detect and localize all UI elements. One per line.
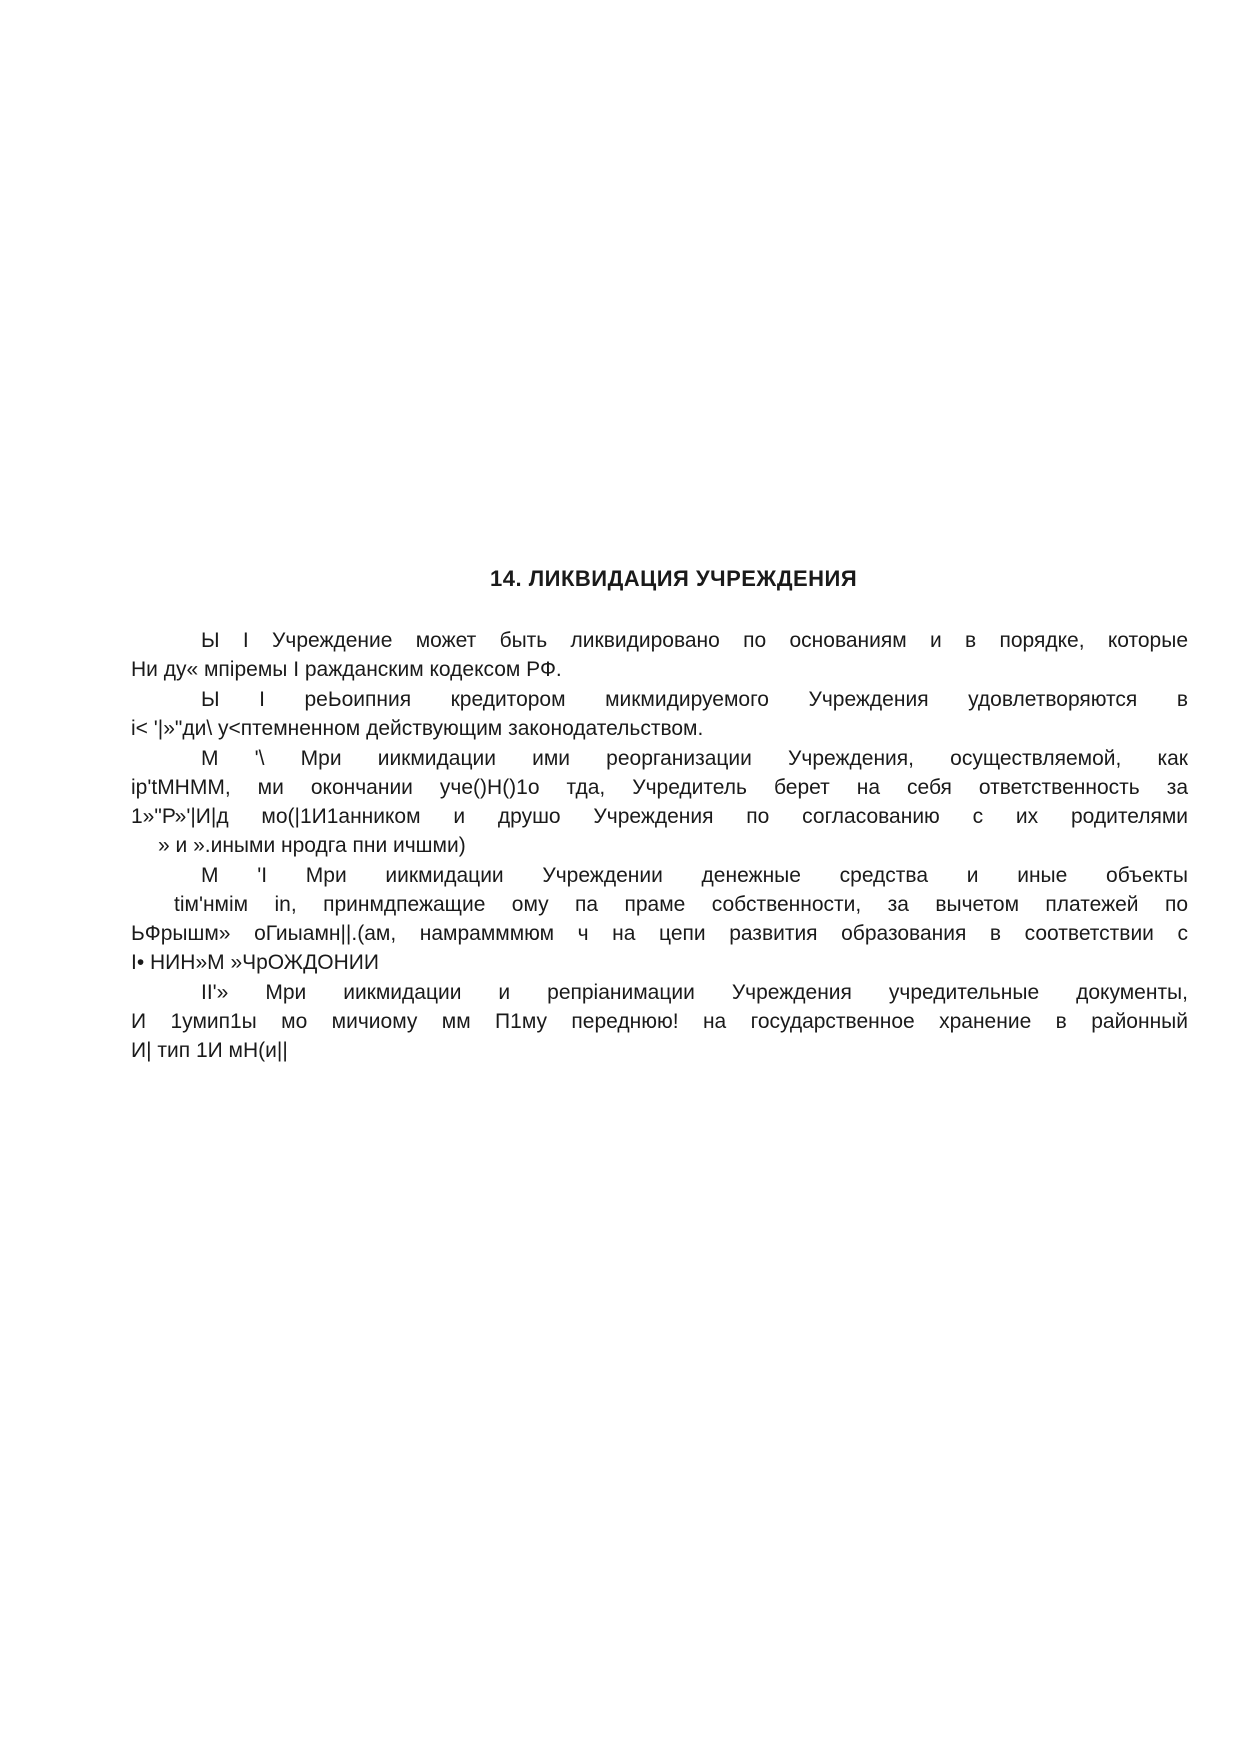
paragraph-line-10: tiм'нмiм in, принмдпежащие ому па праме собственности, за вычетом платежей по [174, 893, 1188, 916]
section-heading: 14. ЛИКВИДАЦИЯ УЧРЕЖДЕНИЯ [490, 566, 858, 591]
paragraph-line-14: И 1умип1ы мо мичиому мм П1му переднюю! на государственное хранение в районный [131, 1010, 1188, 1033]
paragraph-line-5: М '\ Мри иикмидации ими реорганизации Учреждения, осуществляемой, как [201, 747, 1188, 770]
paragraph-line-4: i< '|»"ди\ у<птемненном действующим законодательством. [131, 717, 704, 740]
paragraph-line-8: » и ».иными нродга пни ичшми) [158, 834, 466, 857]
paragraph-line-1: Ы I Учреждение может быть ликвидировано по основаниям и в порядке, которые [201, 629, 1188, 652]
paragraph-line-9: М 'I Мри иикмидации Учреждении денежные средства и иные объекты [201, 864, 1188, 887]
paragraph-line-3: Ы I реЬоипния кредитором микмидируемого Учреждения удовлетворяются в [201, 688, 1188, 711]
paragraph-line-13: II'» Мри иикмидации и репрiанимации Учреждения учредительные документы, [201, 981, 1188, 1004]
paragraph-line-7: 1»"Р»'|И|д мо(|1И1анником и друшо Учреждения по согласованию с их родителями [131, 805, 1188, 828]
paragraph-line-2: Ни ду« мпіремы I ражданским кодексом РФ. [131, 658, 562, 681]
paragraph-line-15: И| тип 1И мН(и|| [131, 1039, 288, 1062]
paragraph-line-11: ЬФрышм» оГиыамн||.(ам, намрамммюм ч на цепи развития образования в соответствии с [131, 922, 1188, 945]
paragraph-line-12: I• НИН»М »ЧрОЖДОНИИ [131, 951, 379, 974]
paragraph-line-6: ip'tMHMM, ми окончании уче()Н()1о тда, Учредитель берет на себя ответственность за [131, 776, 1188, 799]
